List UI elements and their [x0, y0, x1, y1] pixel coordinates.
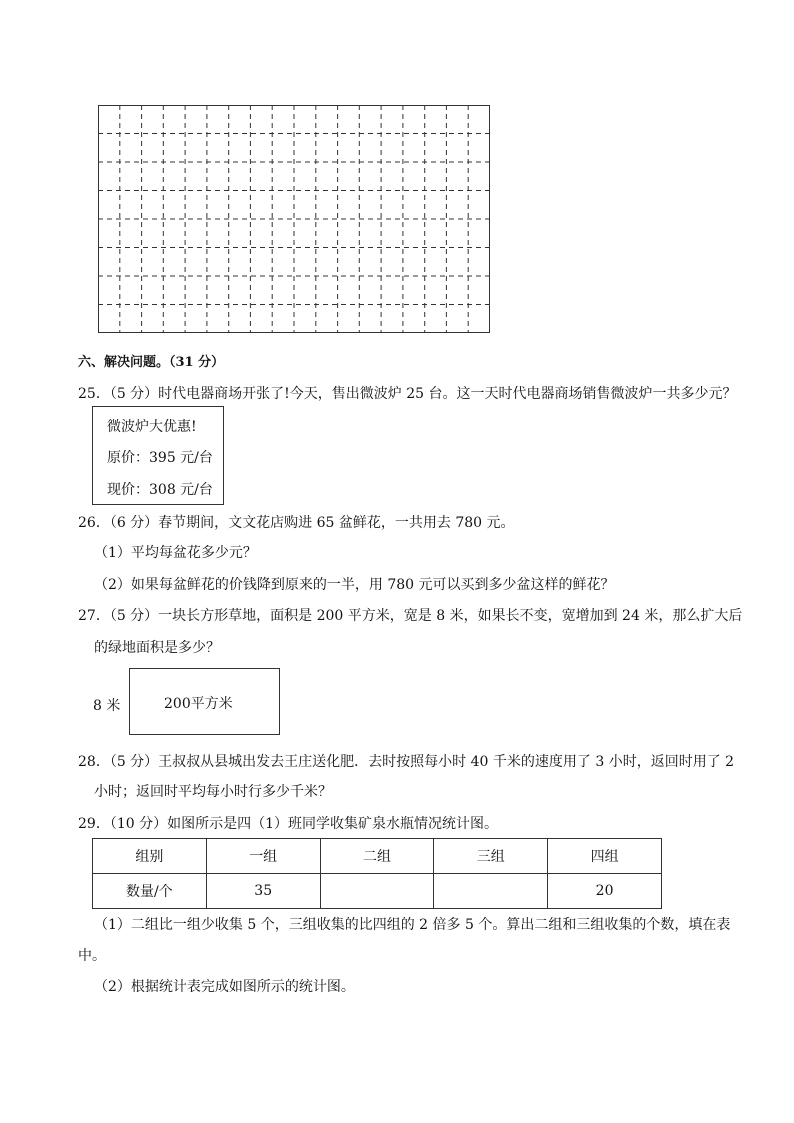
question-29-text: 29．（10 分）如图所示是四（1）班同学收集矿泉水瓶情况统计图。 — [78, 816, 498, 832]
table-cell: 20 — [548, 874, 662, 909]
question-26-sub2: （2）如果每盆鲜花的价钱降到原来的一半，用 780 元可以买到多少盆这样的鲜花？ — [94, 577, 615, 593]
drawing-grid — [98, 105, 490, 333]
table-cell: 四组 — [548, 839, 662, 874]
question-29-sub1-line2: 中。 — [78, 948, 106, 964]
table-cell: 二组 — [320, 839, 434, 874]
rectangle-diagram — [129, 668, 280, 735]
question-26-sub1: （1）平均每盆花多少元？ — [94, 545, 257, 561]
table-cell: 三组 — [434, 839, 548, 874]
table-cell-blank[interactable] — [434, 874, 548, 909]
original-price: 原价：395 元/台 — [107, 450, 213, 466]
microwave-promo-box — [92, 406, 224, 505]
question-26-text: 26．（6 分）春节期间，文文花店购进 65 盆鲜花，一共用去 780 元。 — [78, 515, 515, 531]
table-cell: 35 — [206, 874, 320, 909]
question-29-sub2: （2）根据统计表完成如图所示的统计图。 — [94, 979, 355, 995]
question-25-text: 25．（5 分）时代电器商场开张了!今天，售出微波炉 25 台。这一天时代电器商场销售微波炉一共多少元？ — [78, 386, 737, 402]
question-29-sub1-line1: （1）二组比一组少收集 5 个，三组收集的比四组的 2 倍多 5 个。算出二组和三组收集的个数，填在表 — [94, 917, 731, 933]
table-cell: 组别 — [93, 839, 207, 874]
promo-title: 微波炉大优惠! — [107, 419, 197, 435]
table-header-row — [93, 839, 662, 874]
table-cell: 一组 — [206, 839, 320, 874]
rectangle-width-label: 8 米 — [93, 698, 121, 714]
section-heading: 六、解决问题。（31 分） — [78, 355, 225, 370]
question-28-line2: 小时；返回时平均每小时行多少千米？ — [94, 784, 332, 800]
table-cell: 数量/个 — [93, 874, 207, 909]
rectangle-area-label: 200平方米 — [164, 696, 233, 712]
question-28-line1: 28．（5 分）王叔叔从县城出发去王庄送化肥．去时按照每小时 40 千米的速度用了 3 小时，返回时用了 2 — [78, 754, 735, 770]
statistics-table — [92, 838, 662, 909]
question-27-line1: 27．（5 分）一块长方形草地，面积是 200 平方米，宽是 8 米，如果长不变，宽增加到 24 米，那么扩大后 — [78, 608, 743, 624]
table-row — [93, 874, 662, 909]
question-27-line2: 的绿地面积是多少？ — [94, 640, 220, 656]
table-cell-blank[interactable] — [320, 874, 434, 909]
current-price: 现价：308 元/台 — [107, 482, 213, 498]
